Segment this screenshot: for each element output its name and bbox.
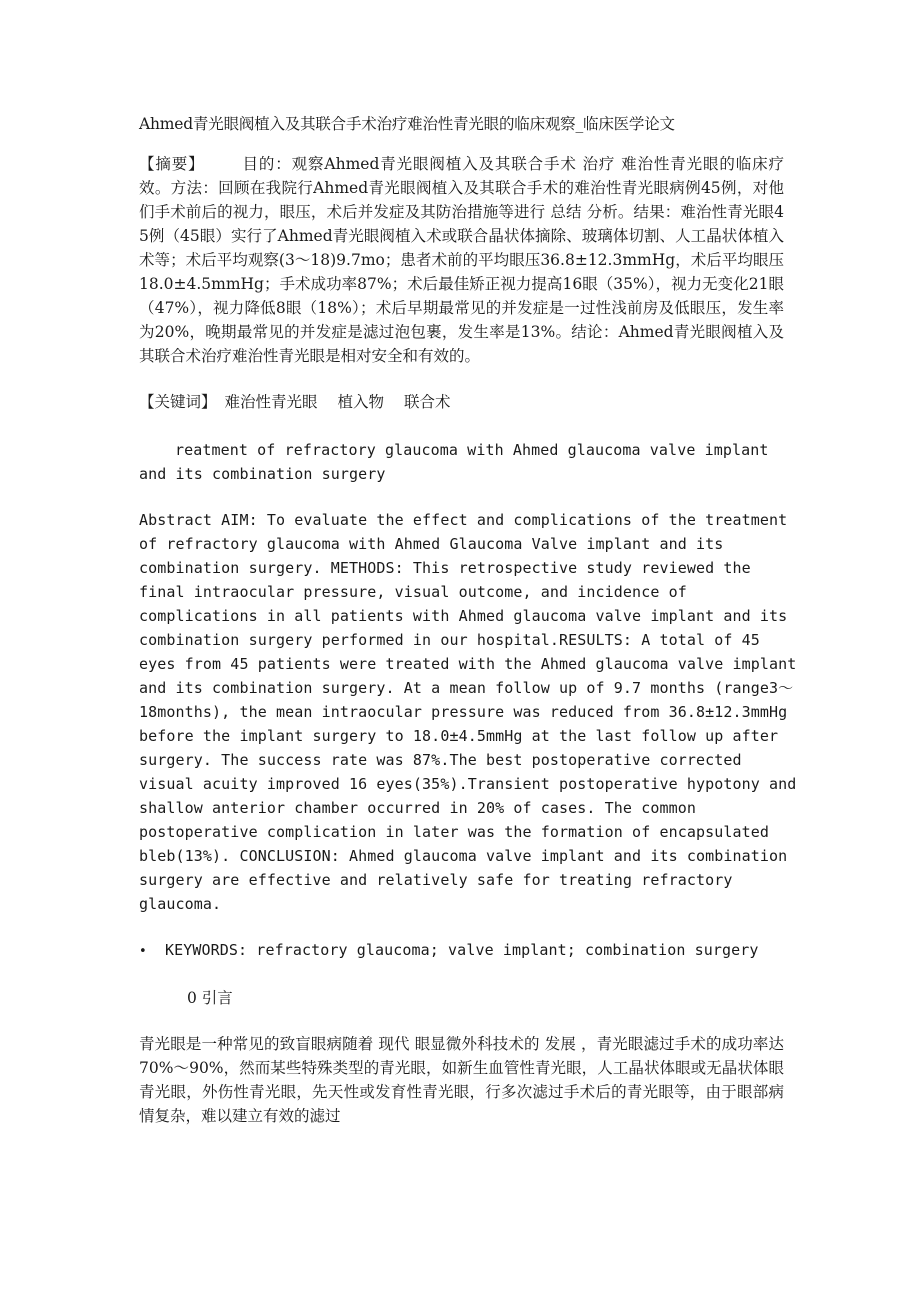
keywords-en-text: KEYWORDS: refractory glaucoma; valve implant; combination surgery [165, 941, 759, 959]
bullet-icon: • [139, 944, 147, 959]
document-page [139, 100, 806, 1128]
keywords-en [139, 938, 784, 964]
keywords-cn-label: 【关键词】 [139, 393, 217, 411]
abstract-cn-label: 【摘要】 [139, 155, 205, 173]
section-heading: 0 引言 [187, 989, 233, 1007]
abstract-cn-text: 目的：观察Ahmed青光眼阀植入及其联合手术 治疗 难治性青光眼的临床疗效。方法：回顾在我院行Ahmed青光眼阀植入及其联合手术的难治性青光眼病例45例，对他们手术前后的视力，眼压，术后并发症及其防治措施等进行 总结 分析。结果：难治性青光眼45例（45眼）实行了Ahmed青光眼阀植入术或联合晶状体摘除、玻璃体切割、人工晶状体植入术等；术后平均观察(3～18)9.7mo；患者术前的平均眼压36.8±12.3mmHg，术后平均眼压18.0±4.5mmHg；手术成功率87%；术后最佳矫正视力提高16眼（35%），视力无变化21眼（47%），视力降低8眼（18%）；术后早期最常见的并发症是一过性浅前房及低眼压，发生率为20%，晚期最常见的并发症是滤过泡包裹，发生率是13%。结论：Ahmed青光眼阀植入及其联合术治疗难治性青光眼是相对安全和有效的。 [139, 155, 784, 365]
body-paragraph: 青光眼是一种常见的致盲眼病随着 现代 眼显微外科技术的 发展 ，青光眼滤过手术的成功率达70%～90%，然而某些特殊类型的青光眼，如新生血管性青光眼，人工晶状体眼或无晶状体眼青光眼，外伤性青光眼，先天性或发育性青光眼，行多次滤过手术后的青光眼等，由于眼部病情复杂，难以建立有效的滤过 [139, 1035, 784, 1125]
keywords-cn [139, 390, 784, 414]
document-title: Ahmed青光眼阀植入及其联合手术治疗难治性青光眼的临床观察_临床医学论文 [139, 115, 675, 133]
abstract-cn [139, 152, 784, 368]
english-title: reatment of refractory glaucoma with Ahmed glaucoma valve implant and its combination surgery [139, 441, 778, 483]
keyword-cn-item: 难治性青光眼 [224, 393, 318, 411]
keyword-cn-item: 联合术 [404, 393, 451, 411]
keyword-cn-item: 植入物 [337, 393, 385, 411]
abstract-en: Abstract AIM: To evaluate the effect and complications of the treatment of refractory glaucoma with Ahmed Glaucoma Valve implant and its combination surgery. METHODS: This retrospective study reviewed the final intraocular pressure, visual outcome, and incidence of complications in all patients with Ahmed glaucoma valve implant and its combination surgery performed in our hospital.RESULTS: A total of 45 eyes from 45 patients were treated with the Ahmed glaucoma valve implant and its combination surgery. At a mean follow up of 9.7 months (range3～18months), the mean intraocular pressure was reduced from 36.8±12.3mmHg before the implant surgery to 18.0±4.5mmHg at the last follow up after surgery. The success rate was 87%.The best postoperative corrected visual acuity improved 16 eyes(35%).Transient postoperative hypotony and shallow anterior chamber occurred in 20% of cases. The common postoperative complication in later was the formation of encapsulated bleb(13%). CONCLUSION: Ahmed glaucoma valve implant and its combination surgery are effective and relatively safe for treating refractory glaucoma. [139, 511, 806, 913]
